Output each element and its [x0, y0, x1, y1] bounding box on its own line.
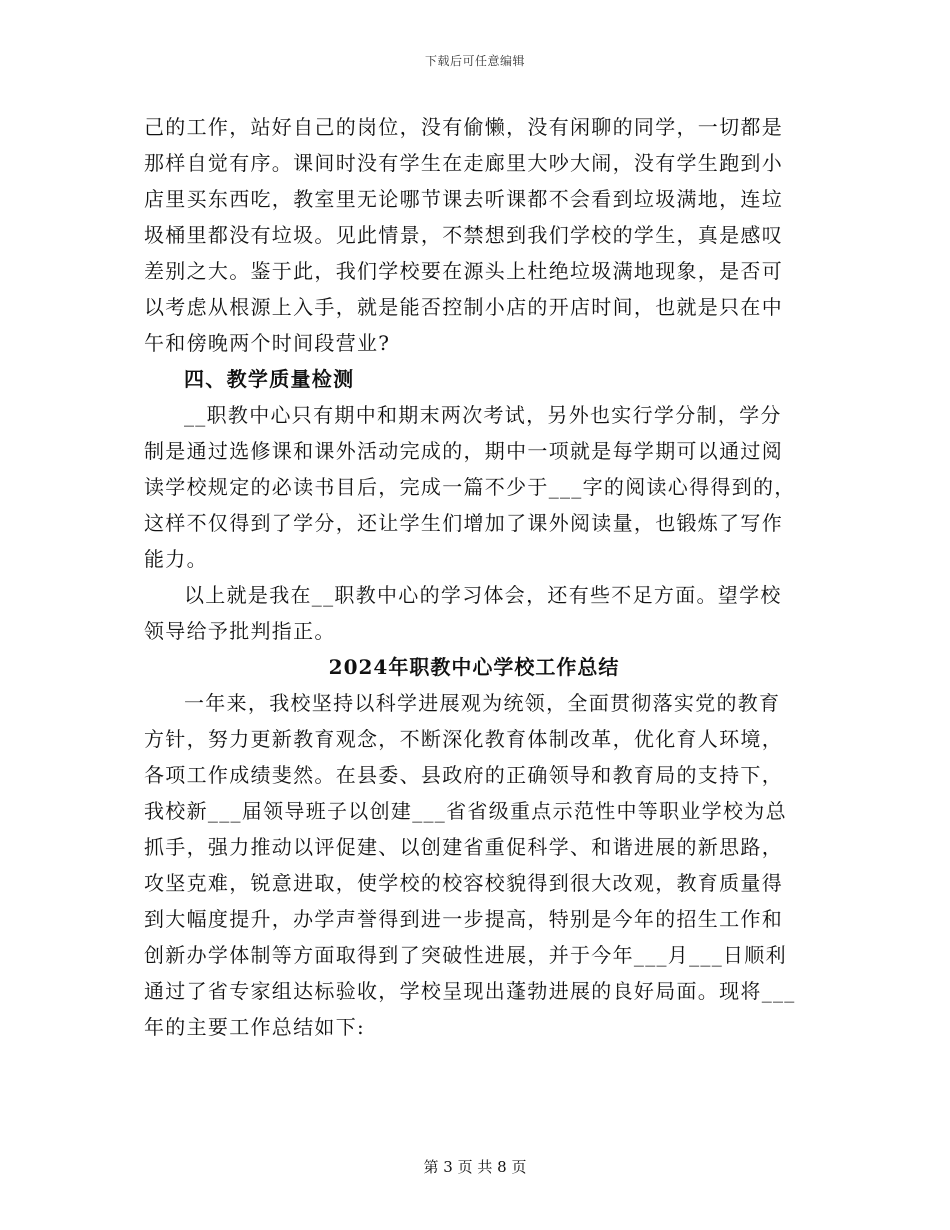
text-line: 那样自觉有序。课间时没有学生在走廊里大吵大闹，没有学生跑到小: [144, 151, 783, 175]
text-line: 以上就是我在__职教中心的学习体会，还有些不足方面。望学校: [184, 583, 782, 607]
text-line: 领导给予批判指正。: [144, 619, 336, 643]
text-line: 各项工作成绩斐然。在县委、县政府的正确领导和教育局的支持下，: [144, 763, 783, 787]
text-line: 通过了省专家组达标验收，学校呈现出蓬勃进展的良好局面。现将___: [144, 979, 796, 1003]
text-line: 一年来，我校坚持以科学进展观为统领，全面贯彻落实党的教育: [184, 691, 781, 715]
header-note: 下载后可任意编辑: [424, 54, 525, 68]
paragraph-quality-testing: [144, 397, 804, 577]
text-line: 己的工作，站好自己的岗位，没有偷懒，没有闲聊的同学，一切都是: [144, 115, 783, 139]
text-line: 创新办学体制等方面取得到了突破性进展，并于今年___月___日顺利: [144, 943, 787, 967]
text-line: 攻坚克难，锐意进取，使学校的校容校貌得到很大改观，教育质量得: [144, 871, 783, 895]
text-line: 店里买东西吃，教室里无论哪节课去听课都不会看到垃圾满地，连垃: [144, 187, 783, 211]
paragraph-continuation: [144, 109, 804, 361]
document-title: 2024年职教中心学校工作总结: [328, 655, 620, 679]
text-line: 圾桶里都没有垃圾。见此情景，不禁想到我们学校的学生，真是感叹: [144, 223, 783, 247]
section-heading: 四、教学质量检测: [184, 367, 355, 391]
text-line: 这样不仅得到了学分，还让学生们增加了课外阅读量，也锻炼了写作: [144, 511, 783, 535]
text-line: 午和傍晚两个时间段营业?: [144, 331, 391, 355]
text-line: 抓手，强力推动以评促建、以创建省重促科学、和谐进展的新思路，: [144, 835, 783, 859]
text-line: 以考虑从根源上入手，就是能否控制小店的开店时间，也就是只在中: [144, 295, 783, 319]
text-line: 到大幅度提升，办学声誉得到进一步提高，特别是今年的招生工作和: [144, 907, 783, 931]
text-line: 年的主要工作总结如下:: [144, 1015, 366, 1039]
text-line: 读学校规定的必读书目后，完成一篇不少于___字的阅读心得得到的，: [144, 475, 796, 499]
paragraph-closing: [144, 577, 804, 649]
page-number-footer: 第 3 页 共 8 页: [423, 1158, 527, 1176]
text-line: __职教中心只有期中和期末两次考试，另外也实行学分制，学分: [184, 403, 782, 427]
text-line: 方针，努力更新教育观念，不断深化教育体制改革，优化育人环境，: [144, 727, 783, 751]
paragraph-summary-intro: [144, 685, 804, 1045]
text-line: 差别之大。鉴于此，我们学校要在源头上杜绝垃圾满地现象，是否可: [144, 259, 783, 283]
document-body: [144, 109, 804, 1045]
text-line: 我校新___届领导班子以创建___省省级重点示范性中等职业学校为总: [144, 799, 787, 823]
text-line: 能力。: [144, 547, 208, 571]
text-line: 制是通过选修课和课外活动完成的，期中一项就是每学期可以通过阅: [144, 439, 783, 463]
